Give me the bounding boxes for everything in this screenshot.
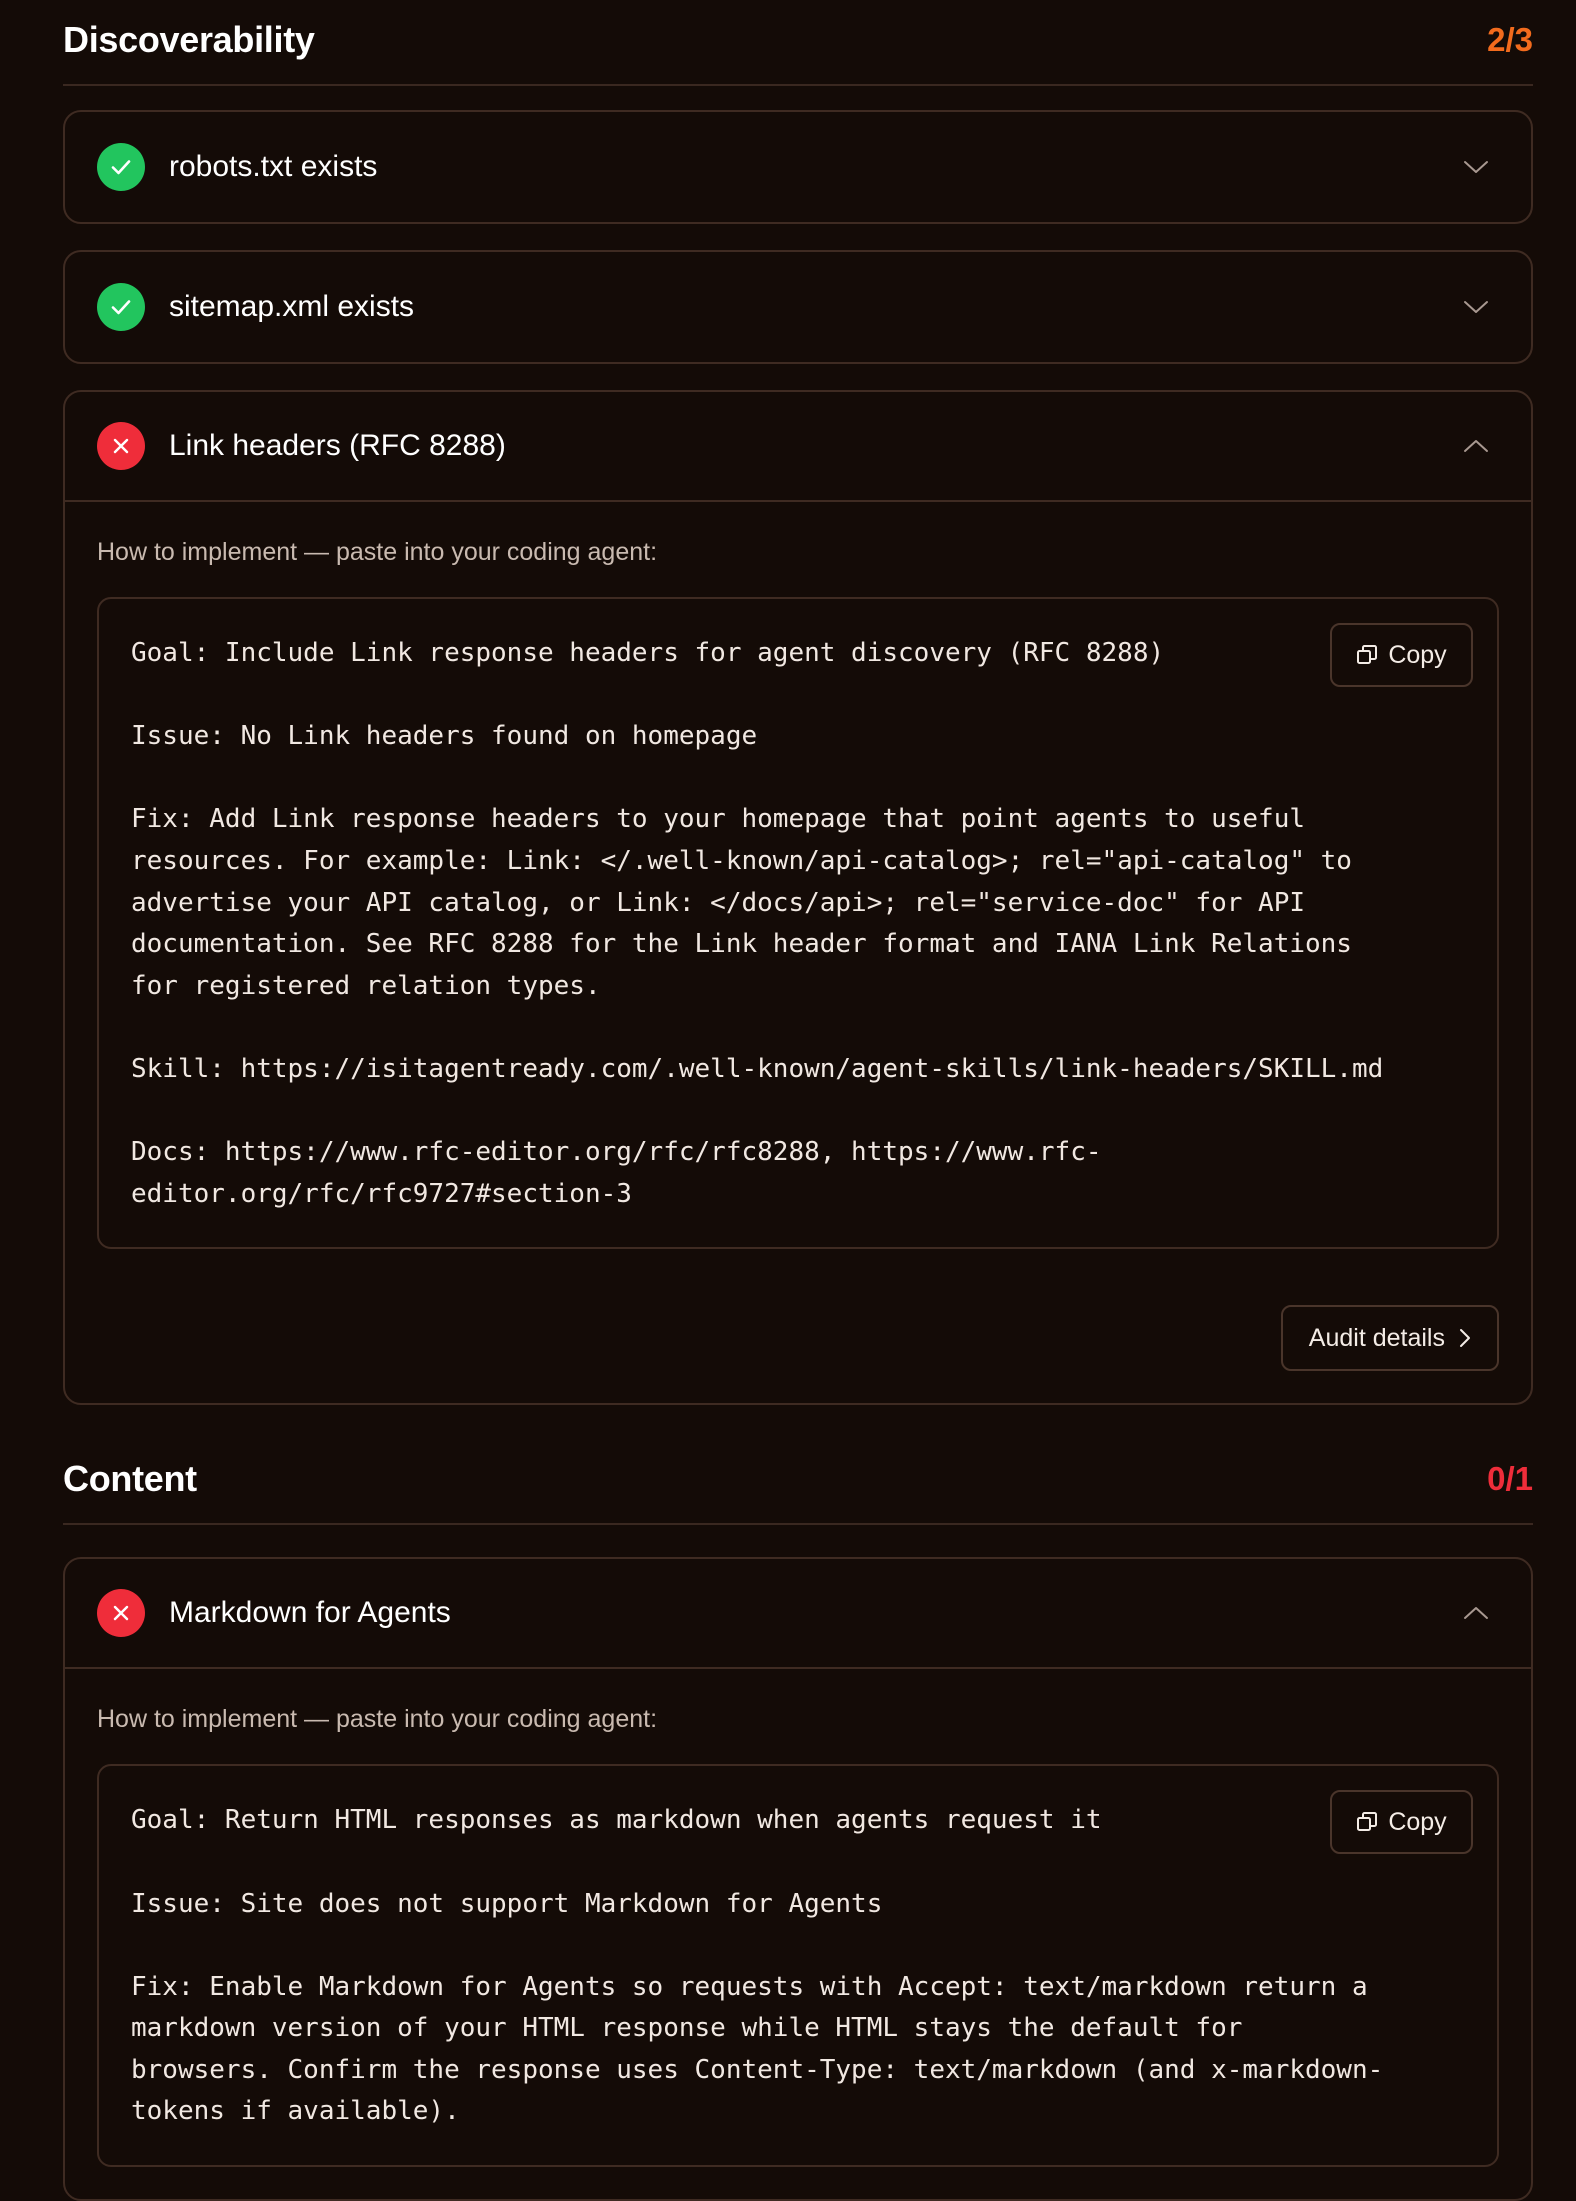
check-toggle-robots[interactable] — [65, 112, 1531, 222]
section-score: 0/1 — [1487, 1460, 1533, 1498]
code-fix: documentation. See RFC 8288 for the Link header format and IANA Link Relations — [131, 929, 1352, 960]
check-fail-icon — [97, 422, 145, 470]
prompt-code-block — [97, 1764, 1499, 2167]
implement-label: How to implement — paste into your coding agent: — [97, 1705, 658, 1734]
code-issue: Issue: No Link headers found on homepage — [131, 721, 758, 752]
copy-button[interactable] — [1330, 623, 1473, 687]
code-skill: Skill: https://isitagentready.com/.well-known/agent-skills/link-headers/SKILL.md — [131, 1053, 1384, 1084]
code-docs: editor.org/rfc/rfc9727#section-3 — [131, 1178, 632, 1209]
copy-label: Copy — [1388, 1807, 1447, 1836]
check-toggle-markdown[interactable] — [65, 1559, 1531, 1669]
code-fix: for registered relation types. — [131, 970, 601, 1001]
code-fix: markdown version of your HTML response while HTML stays the default for — [131, 2013, 1243, 2044]
check-title: sitemap.xml exists — [169, 290, 415, 323]
code-issue: Issue: Site does not support Markdown for Agents — [131, 1888, 883, 1919]
code-fix: browsers. Confirm the response uses Content-Type: text/markdown (and x-markdown- — [131, 2054, 1384, 2085]
chevron-down-icon[interactable] — [1461, 152, 1491, 182]
section-header-discoverability — [63, 0, 1533, 86]
check-toggle-link-headers[interactable] — [65, 392, 1531, 502]
copy-label: Copy — [1388, 640, 1447, 669]
chevron-down-icon[interactable] — [1461, 292, 1491, 322]
audit-details-button[interactable] — [1281, 1305, 1499, 1371]
copy-button[interactable] — [1330, 1790, 1473, 1854]
audit-details-label: Audit details — [1308, 1323, 1445, 1352]
check-title: Link headers (RFC 8288) — [169, 429, 506, 462]
audit-results — [63, 0, 1533, 2201]
section-title: Content — [63, 1458, 197, 1500]
check-card-sitemap — [63, 250, 1533, 364]
check-fail-icon — [97, 1589, 145, 1637]
chevron-up-icon[interactable] — [1461, 431, 1491, 461]
check-details — [65, 502, 1531, 1403]
copy-icon — [1356, 644, 1378, 666]
check-card-markdown — [63, 1557, 1533, 2201]
code-fix: advertise your API catalog, or Link: </docs/api>; rel="service-doc" for API — [131, 887, 1305, 918]
implement-label: How to implement — paste into your coding agent: — [97, 538, 658, 566]
check-pass-icon — [97, 143, 145, 191]
prompt-code-block — [97, 597, 1499, 1249]
section-score: 2/3 — [1487, 21, 1533, 58]
code-fix: Fix: Add Link response headers to your homepage that point agents to useful — [131, 804, 1305, 835]
check-title: Markdown for Agents — [169, 1596, 451, 1630]
code-fix: resources. For example: Link: </.well-known/api-catalog>; rel="api-catalog" to — [131, 845, 1352, 876]
check-details — [65, 1669, 1531, 2199]
check-toggle-sitemap[interactable] — [65, 252, 1531, 362]
check-card-link-headers — [63, 390, 1533, 1405]
code-goal: Goal: Return HTML responses as markdown when agents request it — [131, 1805, 1102, 1836]
code-fix: tokens if available). — [131, 2096, 460, 2127]
code-docs: Docs: https://www.rfc-editor.org/rfc/rfc8288, https://www.rfc- — [131, 1137, 1102, 1168]
copy-icon — [1356, 1811, 1378, 1833]
section-header-content — [63, 1439, 1533, 1525]
section-title: Discoverability — [63, 19, 315, 60]
chevron-up-icon[interactable] — [1461, 1598, 1491, 1628]
chevron-right-icon — [1459, 1328, 1471, 1348]
check-card-robots — [63, 110, 1533, 224]
check-pass-icon — [97, 283, 145, 331]
code-goal: Goal: Include Link response headers for agent discovery (RFC 8288) — [131, 638, 1165, 668]
code-fix: Fix: Enable Markdown for Agents so requests with Accept: text/markdown return a — [131, 1971, 1368, 2002]
check-title: robots.txt exists — [169, 150, 378, 183]
